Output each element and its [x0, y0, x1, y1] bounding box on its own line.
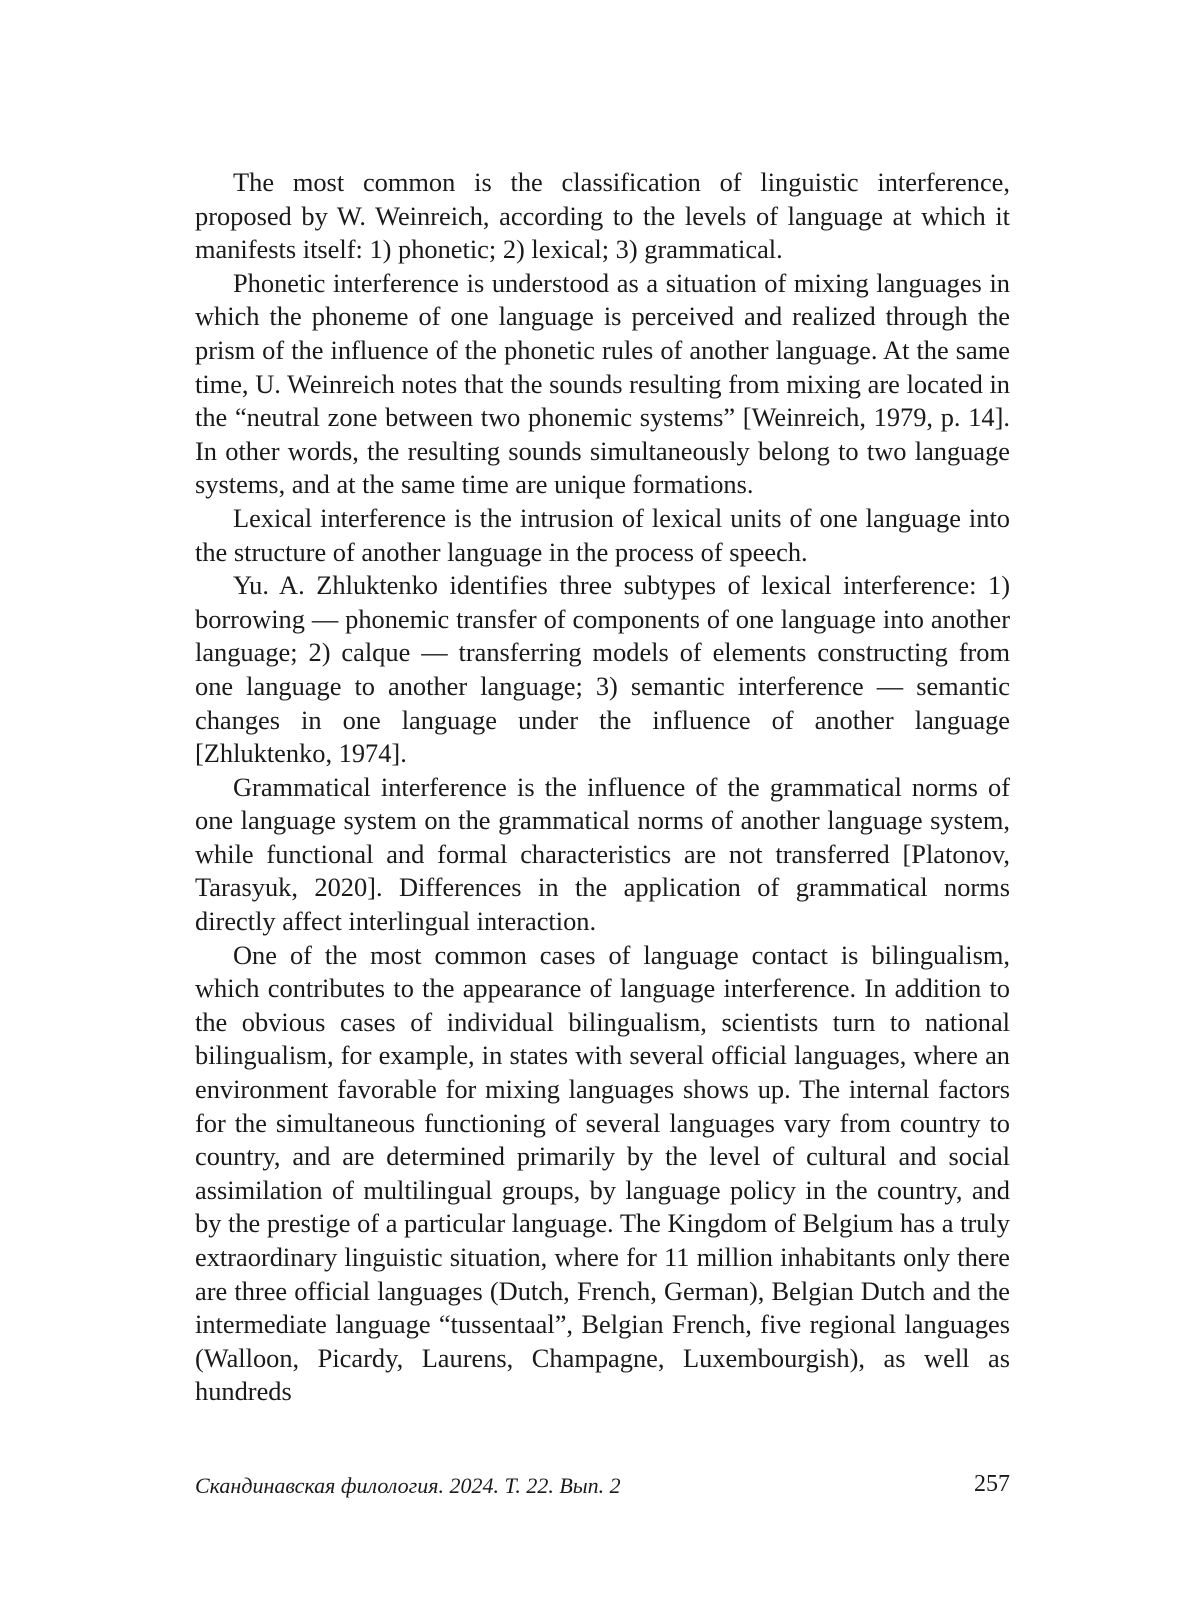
paragraph-zhluktenko-subtypes: Yu. A. Zhluktenko identifies three subtypes of lexical interference: 1) borrowing — phonemic transfer of components of one language into another language; 2) calque — transferring models of elements constructing from one language to another language; 3) semantic interference — semantic changes in one language under the influence of another language [Zhluktenko, 1974]. — [195, 570, 1010, 769]
paragraph-phonetic-interference: Phonetic interference is understood as a situation of mixing languages in which the phoneme of one language is perceived and realized through the prism of the influence of the phonetic rules of another language. At the same time, U. Weinreich notes that the sounds resulting from mixing are located in the “neutral zone between two phonemic systems” [Weinreich, 1979, p. 14]. In other words, the resulting sounds simultaneously belong to two language systems, and at the same time are unique formations. — [195, 267, 1010, 500]
paragraph-classification: The most common is the classification of linguistic interference, proposed by W. Weinreich, according to the levels of language at which it manifests itself: 1) phonetic; 2) lexical; 3) grammatical. — [195, 167, 1010, 265]
page-number: 257 — [974, 1471, 1010, 1497]
paragraph-grammatical-interference: Grammatical interference is the influence of the grammatical norms of one language system on the grammatical norms of another language system, while functional and formal characteristics are not transferred [Platonov, Tarasyuk, 2020]. Differences in the application of grammatical norms directly affect interlingual interaction. — [195, 771, 1010, 937]
paragraph-lexical-interference: Lexical interference is the intrusion of lexical units of one language into the structure of another language in the process of speech. — [195, 502, 1010, 567]
paragraph-bilingualism: One of the most common cases of language contact is bilingualism, which contributes to the appearance of language interference. In addition to the obvious cases of individual bilingualism, scientists turn to national bilingualism, for example, in states with several official languages, where an environment favorable for mixing languages shows up. The internal factors for the simultaneous functioning of several languages vary from country to country, and are determined primarily by the level of cultural and social assimilation of multilingual groups, by language policy in the country, and by the prestige of a particular language. The Kingdom of Belgium has a truly extraordinary linguistic situation, where for 11 million inhabitants only there are three official languages (Dutch, French, German), Belgian Dutch and the intermediate language “tussentaal”, Belgian French, five regional languages (Walloon, Picardy, Laurens, Champagne, Luxembourgish), as well as hundreds — [195, 939, 1010, 1407]
journal-citation: Скандинавская филология. 2024. Т. 22. Вып. 2 — [195, 1473, 621, 1498]
body-text — [195, 166, 1010, 1409]
